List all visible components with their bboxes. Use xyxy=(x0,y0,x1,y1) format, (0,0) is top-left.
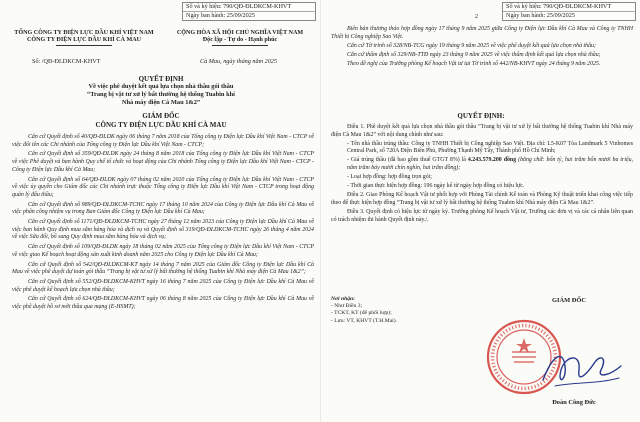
signature-icon xyxy=(535,340,627,396)
document-number: Số: /QĐ-ĐLDKCM-KHVT xyxy=(32,58,101,65)
contract-type-bullet: - Loại hợp đồng: hợp đồng trọn gói; xyxy=(347,174,432,181)
price-bullet xyxy=(331,157,633,172)
price-words: (bằng chữ: bốn tỷ, hai trăm bốn mươi ba triệu, năm trăm bảy mươi chín nghìn, hai trăm đồng); xyxy=(347,157,633,171)
recipient-item: - TCKT, KT (để phối hợp); xyxy=(331,310,392,317)
article-3: Điều 3. Quyết định có hiệu lực từ ngày ký. Trưởng phòng Kế hoạch Vật tư, Trưởng các đơn vị và các cá nhân liên quan có trách nhiệm thi hành Quyết định này./. xyxy=(331,208,633,223)
country-name: CỘNG HÒA XÃ HỘI CHỦ NGHĨA VIỆT NAM xyxy=(176,30,304,36)
basis-paragraph: Căn cứ thẩm định số 329/NB-TTĐ ngày 23 tháng 9 năm 2025 về việc thẩm định kết quả lựa chọn nhà thầu; xyxy=(347,51,601,58)
recipients xyxy=(331,296,461,325)
basis-paragraph: Căn cứ Quyết định số 1171/QĐ-ĐLDKCM-TCHC ngày 27 tháng 12 năm 2023 của Công ty Điện lực Dầu khí Cà Mau về việc ban hành Quy định mua sắm hàng hóa và dịch vụ và Quyết định số 319/QĐ-ĐLDKCM-TCHC ngày 26 tháng 4 năm 2024 về việc Sửa đổi, bổ sung Quy định mua sắm hàng hóa và dịch vụ; xyxy=(12,219,314,241)
signer-title: GIÁM ĐỐC xyxy=(552,297,586,304)
basis-paragraph: Căn cứ Quyết định số 624/QĐ-ĐLDKCM-KHVT ngày 06 tháng 8 năm 2025 của Công ty Điện lực Dầu khí Cà Mau về việc phê duyệt hồ sơ mời thầu qua mạng (E-HSMT); xyxy=(12,296,314,311)
stamp-date: Ngày ban hành: 25/09/2025 xyxy=(506,12,575,19)
document-stamp xyxy=(182,2,316,21)
subject-line-1: Về việc phê duyệt kết quả lựa chọn nhà thầu gói thầu xyxy=(88,83,234,90)
basis-paragraph: Căn cứ Quyết định số 542/QĐ-ĐLDKCM-KT ngày 14 tháng 7 năm 2025 của Giám đốc Công ty Điện lực Dầu khí Cà Mau về việc phê duyệt dự toán gói thầu “Trang bị vật tư xử lý bất thường hệ thống Tuabin khí Nhà máy điện Cà Mau 1&2”; xyxy=(12,261,314,276)
recipients-title: Nơi nhận: xyxy=(331,296,355,302)
legal-basis xyxy=(12,134,314,314)
org-parent: TỔNG CÔNG TY ĐIỆN LỰC DẦU KHÍ VIỆT NAM xyxy=(14,30,154,36)
duration-bullet: - Thời gian thực hiện hợp đồng: 196 ngày kể từ ngày hợp đồng có hiệu lực. xyxy=(347,183,525,190)
basis-paragraph: Biên bản thương thảo hợp đồng ngày 17 tháng 9 năm 2025 giữa Công ty Điện lực Dầu khí Cà Mau và Công ty TNHH Thiết bị Công nghiệp Sao Việt. xyxy=(331,26,633,40)
price-prefix: - Giá trúng thầu (đã bao gồm thuế GTGT 8%) là xyxy=(347,157,468,164)
stamp-number: Số và ký hiệu: 790/QĐ-ĐLDKCM-KHVT xyxy=(503,3,635,12)
decision-heading: QUYẾT ĐỊNH: xyxy=(457,112,505,120)
basis-paragraph: Căn cứ Quyết định số 109/QĐ-ĐLDK ngày 18 tháng 02 năm 2025 của Tổng công ty Điện lực Dầu khí Việt Nam - CTCP về việc giao Kế hoạch hoạt động sản xuất kinh doanh năm 2025 cho Công ty Điện lực Dầu khí Cà Mau; xyxy=(12,244,314,258)
stamp-number: Số và ký hiệu: 790/QĐ-ĐLDKCM-KHVT xyxy=(183,3,315,12)
basis-paragraph: Căn cứ Quyết định số 552/QĐ-ĐLDKCM-KHVT ngày 16 tháng 7 năm 2025 của Công ty Điện lực Dầu khí Cà Mau về việc phê duyệt kế hoạch lựa chọn nhà thầu; xyxy=(12,278,314,293)
document-stamp xyxy=(502,2,636,21)
org-header xyxy=(4,30,164,46)
director-line-1: GIÁM ĐỐC xyxy=(142,112,180,120)
stamp-date: Ngày ban hành: 25/09/2025 xyxy=(186,12,255,19)
motto-underline xyxy=(212,45,268,46)
article-2: Điều 2. Giao Phòng Kế hoạch Vật tư phối hợp với Phòng Tài chính Kế toán và Phòng Kỹ thuật triển khai công việc tiếp theo để thực hiện hợp đồng “Trang bị vật tư xử lý bất thường hệ thống Tuabin khí Nhà máy điện Cà Mau 1&2”. xyxy=(331,192,633,206)
document-title xyxy=(20,75,302,107)
basis-paragraph: Căn cứ Quyết định số 40/QĐ-ĐLDK ngày 06 tháng 7 năm 2018 của Tổng công ty Điện lực Dầu khí Việt Nam - CTCP về việc đổi tên các Chi nhánh của Tổng công ty Điện lực Dầu khí Việt Nam - CTCP; xyxy=(12,134,314,148)
signer-name: Đoàn Công Đức xyxy=(552,399,596,406)
page-number: 2 xyxy=(475,14,478,20)
basis-paragraph: Căn cứ Tờ trình số 328/NB-TCG ngày 19 tháng 9 năm 2025 về việc phê duyệt kết quả lựa chọn nhà thầu; xyxy=(347,42,596,49)
basis-paragraph: Căn cứ Quyết định số 989/QĐ-ĐLDKCM-TCHC ngày 17 tháng 10 năm 2024 của Công ty Điện lực Dầu khí Cà Mau về việc phân công nhiệm vụ trong Ban Giám đốc Công ty Điện lực Dầu khí Cà Mau; xyxy=(12,201,314,216)
document-date: Cà Mau, ngày tháng năm 2025 xyxy=(200,58,277,65)
legal-basis-continued xyxy=(331,26,633,70)
recipient-item: - Như Điều 3; xyxy=(331,303,363,310)
decision-articles xyxy=(331,124,633,226)
director-line-2: CÔNG TY ĐIỆN LỰC DẦU KHÍ CÀ MAU xyxy=(95,121,227,129)
document-page-2 xyxy=(321,0,640,422)
issuer-title xyxy=(20,112,302,130)
basis-paragraph: Căn cứ Quyết định số 359/QĐ-ĐLDK ngày 24 tháng 8 năm 2018 của Tổng công ty Điện lực Dầu khí Việt Nam - CTCP về việc Phê duyệt và ban hành Quy chế tổ chức và hoạt động của Chi nhánh Tổng công ty Điện lực Dầu khí Việt Nam - CTCP - Công ty Điện lực Dầu khí Cà Mau; xyxy=(12,151,314,173)
basis-paragraph: Theo đề nghị của Trưởng phòng Kế hoạch Vật tư tại Tờ trình số 442/NB-KHVT ngày 24 tháng 9 năm 2025. xyxy=(347,60,601,67)
org-name: CÔNG TY ĐIỆN LỰC DẦU KHÍ CÀ MAU xyxy=(26,37,142,43)
recipient-item: - Lưu: VT, KHVT (T.H.Mai). xyxy=(331,317,398,324)
winner-bullet: - Tên nhà thầu trúng thầu: Công ty TNHH Thiết bị Công nghiệp Sao Việt. Địa chỉ: L5-K07 Tòa Landmark 5 Vinhomes Central Park, số 720A Điện Biên Phủ, Phường Thạnh Mỹ Tây, Thành phố Hồ Chí Minh; xyxy=(347,140,633,155)
org-underline xyxy=(56,45,112,46)
doc-type: QUYẾT ĐỊNH xyxy=(138,75,184,83)
subject-line-2: “Trang bị vật tư xử lý bất thường hệ thống Tuabin khí xyxy=(87,91,235,98)
article-1: Điều 1. Phê duyệt kết quả lựa chọn nhà thầu gói thầu “Trang bị vật tư xử lý bất thường hệ thống Tuabin khí Nhà máy điện Cà Mau 1&2” với nội dung chính như sau: xyxy=(331,124,633,138)
national-motto: Độc lập - Tự do - Hạnh phúc xyxy=(202,37,278,43)
subject-line-3: Nhà máy điện Cà Mau 1&2” xyxy=(121,99,201,106)
national-header xyxy=(165,30,315,46)
basis-paragraph: Căn cứ Quyết định số 64/QĐ-ĐLDK ngày 07 tháng 02 năm 2020 của Tổng công ty Điện lực Dầu khí Việt Nam - CTCP về việc ủy quyền cho Giám đốc các Chi nhánh trực thuộc Tổng công ty Điện lực Dầu khí Việt Nam - CTCP trong hoạt động quản lý đấu thầu; xyxy=(12,176,314,198)
price-amount: 4.243.579.200 đồng xyxy=(467,157,517,164)
